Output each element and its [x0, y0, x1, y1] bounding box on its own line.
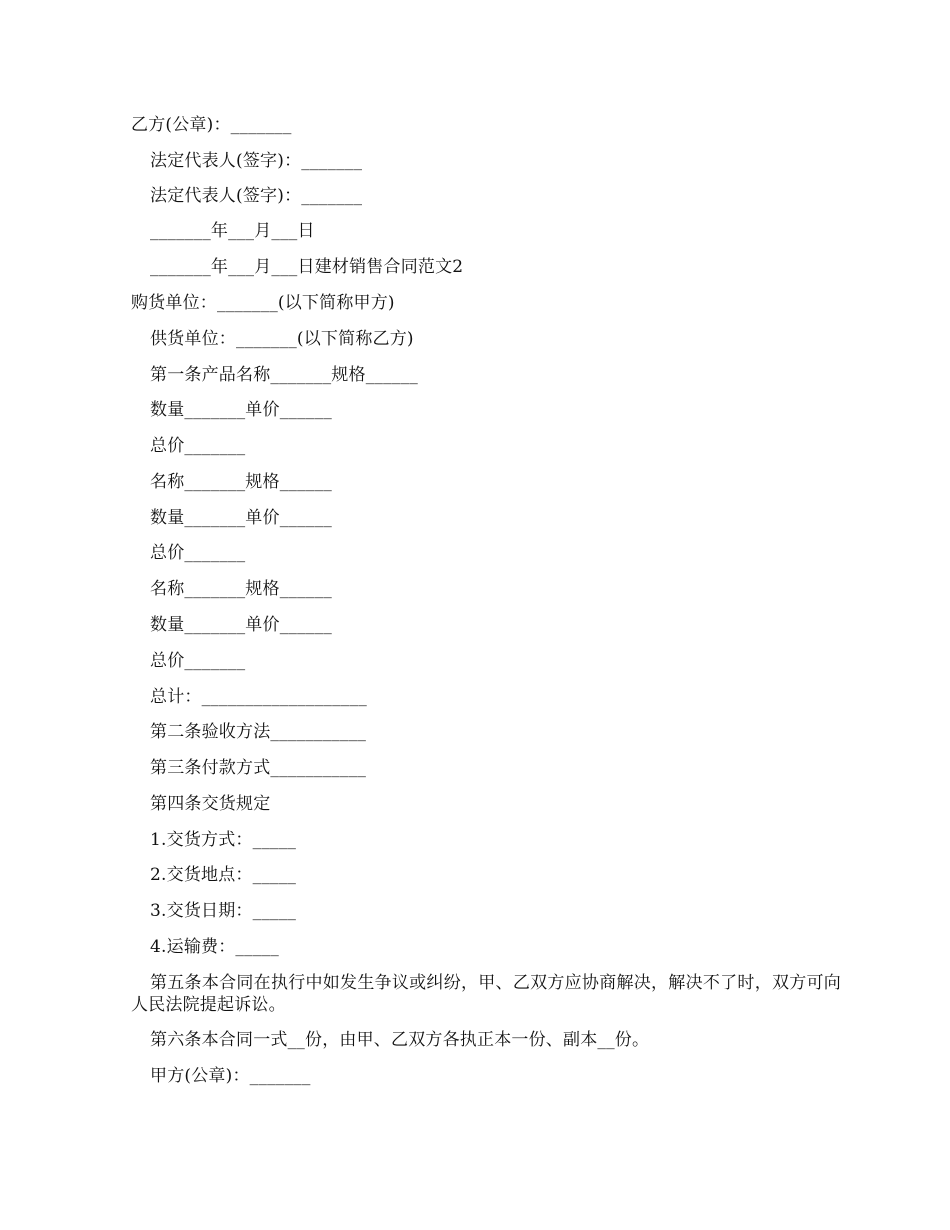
total-price-line: 总价_______ [150, 651, 246, 671]
name-spec-line: 名称_______规格______ [150, 579, 332, 599]
article-6-line: 第六条本合同一式__份，由甲、乙双方各执正本一份、副本__份。 [150, 1030, 650, 1050]
article-5-paragraph: 第五条本合同在执行中如发生争议或纠纷，甲、乙双方应协商解决，解决不了时，双方可向人民法院提起诉讼。 [131, 973, 841, 1015]
party-b-seal-line: 乙方(公章)：_______ [131, 115, 292, 135]
article-2-line: 第二条验收方法___________ [150, 722, 367, 742]
name-spec-line: 名称_______规格______ [150, 472, 332, 492]
buyer-line: 购货单位：_______(以下简称甲方) [131, 293, 395, 313]
legal-rep-signature-line: 法定代表人(签字)：_______ [150, 186, 363, 206]
delivery-location-line: 2.交货地点：_____ [150, 865, 297, 885]
delivery-date-line: 3.交货日期：_____ [150, 901, 297, 921]
date-line: _______年___月___日 [150, 221, 315, 241]
quantity-price-line: 数量_______单价______ [150, 400, 332, 420]
total-price-line: 总价_______ [150, 543, 246, 563]
article-4-heading: 第四条交货规定 [150, 794, 271, 814]
grand-total-line: 总计：___________________ [150, 687, 367, 707]
quantity-price-line: 数量_______单价______ [150, 615, 332, 635]
date-title-line: _______年___月___日建材销售合同范文2 [150, 257, 464, 277]
article-1-line: 第一条产品名称_______规格______ [150, 365, 418, 385]
total-price-line: 总价_______ [150, 436, 246, 456]
quantity-price-line: 数量_______单价______ [150, 508, 332, 528]
party-a-seal-line: 甲方(公章)：_______ [150, 1066, 311, 1086]
shipping-fee-line: 4.运输费：_____ [150, 937, 279, 957]
article-3-line: 第三条付款方式___________ [150, 758, 367, 778]
legal-rep-signature-line: 法定代表人(签字)：_______ [150, 151, 363, 171]
delivery-method-line: 1.交货方式：_____ [150, 830, 297, 850]
supplier-line: 供货单位：_______(以下简称乙方) [150, 329, 414, 349]
